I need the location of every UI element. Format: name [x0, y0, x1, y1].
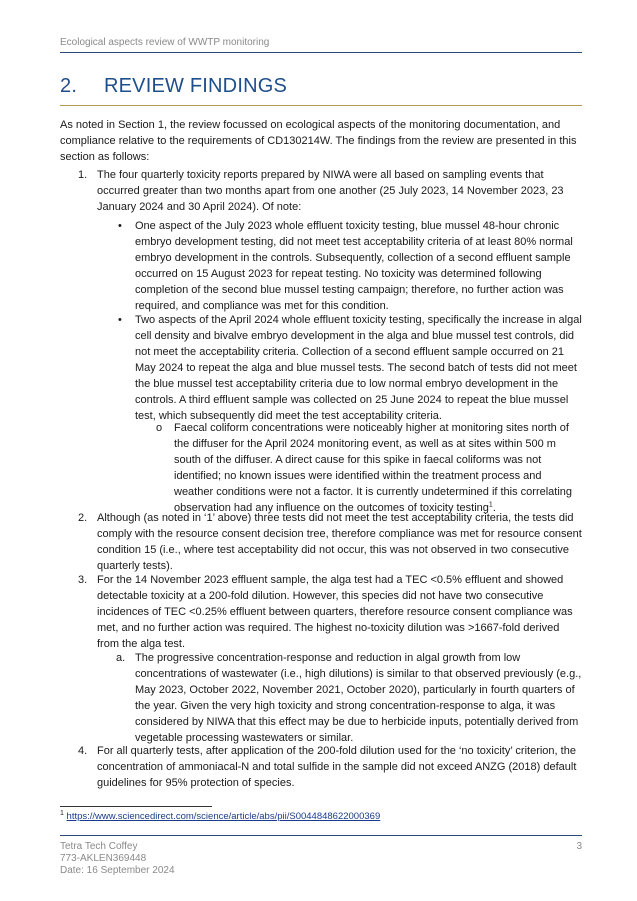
- section-title: REVIEW FINDINGS: [104, 75, 288, 97]
- bullet-item: Two aspects of the April 2024 whole effluent toxicity testing, specifically the increase in algal cell density and bivalve embryo development in the alga and blue mussel test controls, did not meet the acceptability criteria. Collection of a second effluent sample occurred on 21 May 2024 to repeat the alga and blue mussel tests. The second batch of tests did not meet the blue mussel test acceptability criteria due to low normal embryo development in the controls. A third effluent sample was collected on 25 June 2024 to repeat the blue mussel test, which subsequently did meet the test acceptability criteria.: [135, 314, 582, 422]
- footer-company: Tetra Tech Coffey: [60, 841, 138, 852]
- footer-reference: 773-AKLEN369448: [60, 853, 147, 864]
- bullet-marker: •: [118, 314, 122, 326]
- bullet-item: One aspect of the July 2023 whole effluent toxicity testing, blue mussel 48-hour chronic embryo development testing, did not meet test acceptability criteria of at least 80% normal embryo development in the controls. Subsequently, collection of a second effluent sample occurred on 15 August 2023 for repeat testing. No toxicity was determined following completion of the second blue mussel testing campaign; therefore, no further action was required, and compliance was met for this condition.: [135, 220, 573, 312]
- footer-date: Date: 16 September 2024: [60, 865, 175, 876]
- section-heading: [60, 75, 287, 98]
- list-marker: 1.: [78, 169, 88, 181]
- sub-item: The progressive concentration-response and reduction in algal growth from low concentrations of wastewater (i.e., high dilutions) is similar to that observed previously (e.g., May 2023, October 2022, November 2021, October 2020), particularly in fourth quarters of the year. Given the very high toxicity and strong concentration-response to alga, it was considered by NIWA that this effect may be due to herbicide inputs, potentially derived from vegetable processing wastewaters or similar.: [135, 652, 582, 744]
- footnote: [60, 811, 380, 823]
- footnote-reference[interactable]: 1: [488, 501, 493, 509]
- intro-paragraph: As noted in Section 1, the review focussed on ecological aspects of the monitoring documentation, and compliance relative to the requirements of CD130214W. The findings from the review are presented in this section as follows:: [60, 119, 577, 163]
- sub-bullet-marker: o: [156, 422, 163, 434]
- page-number: 3: [576, 841, 582, 852]
- sub-item-marker: a.: [116, 652, 126, 664]
- list-marker: 3.: [78, 574, 88, 586]
- list-marker: 4.: [78, 745, 88, 757]
- sub-bullet-text: Faecal coliform concentrations were noticeably higher at monitoring sites north of the diffuser for the April 2024 monitoring event, as well as at sites within 500 m south of the diffuser. A direct cause for this spike in faecal coliforms was not identified; no known issues were identified within the treatment process and weather conditions were not a factor. It is currently undetermined if this correlating observation had any influence on the outcomes of toxicity testing: [174, 422, 573, 514]
- footnote-divider: [60, 806, 212, 807]
- footnote-number: 1: [60, 809, 64, 817]
- finding-item: The four quarterly toxicity reports prepared by NIWA were all based on sampling events that occurred greater than two months apart from one another (25 July 2023, 14 November 2023, 23 January 2024 and 30 April 2024). Of note:: [97, 169, 564, 213]
- bullet-marker: •: [118, 220, 122, 232]
- footnote-link[interactable]: https://www.sciencedirect.com/science/article/abs/pii/S0044848622000369: [66, 811, 381, 822]
- sub-bullet-end: .: [492, 502, 496, 514]
- finding-item: For the 14 November 2023 effluent sample, the alga test had a TEC <0.5% effluent and showed detectable toxicity at a 200-fold dilution. However, this species did not have two consecutive incidences of TEC <0.25% effluent between quarters, therefore resource consent compliance was met, and no further action was required. The highest no-toxicity dilution was >1667-fold derived from the alga test.: [97, 574, 573, 650]
- finding-item: Although (as noted in ‘1’ above) three tests did not meet the test acceptability criteria, the tests did comply with the resource consent decision tree, therefore compliance was met for resource consent condition 15 (i.e., where test acceptability did not occur, this was not observed in two consecutive quarterly tests).: [97, 512, 582, 572]
- finding-item: For all quarterly tests, after application of the 200-fold dilution used for the ‘no toxicity’ criterion, the concentration of ammoniacal-N and total sulfide in the sample did not exceed ANZG (2018) default guidelines for 95% protection of species.: [97, 745, 577, 789]
- heading-divider: [60, 105, 582, 106]
- running-header: Ecological aspects review of WWTP monitoring: [60, 37, 270, 48]
- list-marker: 2.: [78, 512, 88, 524]
- section-number: 2.: [60, 75, 78, 97]
- footer-divider: [60, 835, 582, 836]
- sub-bullet-item: [174, 420, 582, 516]
- header-divider: [60, 52, 582, 53]
